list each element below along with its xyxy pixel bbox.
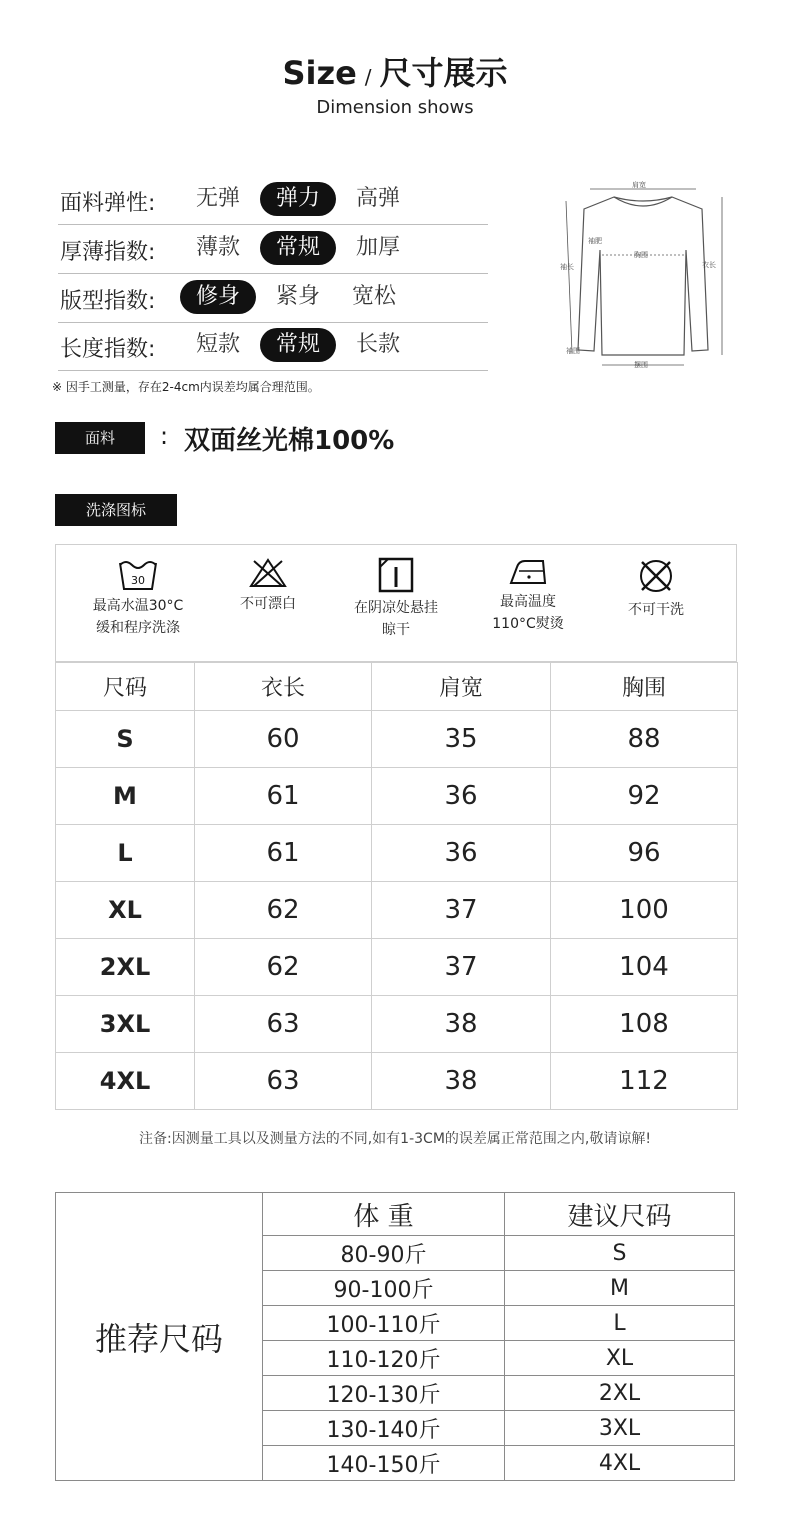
care-item-wash [78,557,198,639]
diagram-length-label: 衣长 [702,261,716,269]
property-option: 紧身 [275,284,320,309]
property-option: 薄款 [195,235,240,260]
measure-cell: 92 [551,768,738,825]
measure-cell: 63 [195,996,372,1053]
sleeve-measure-line [566,201,572,353]
size-cell: 3XL [56,996,195,1053]
size-cell: S [56,711,195,768]
care-icons-box [55,544,737,662]
measure-cell: 104 [551,939,738,996]
size-cell: M [56,768,195,825]
weight-cell: 110-120斤 [263,1341,505,1376]
measure-cell: 38 [372,996,551,1053]
fabric-tag: 面料 [55,422,145,454]
measure-cell: 88 [551,711,738,768]
measure-cell: 37 [372,939,551,996]
property-option: 宽松 [351,284,396,309]
care-text-line2: 110°C熨烫 [492,616,564,632]
header-size: 尺码 [56,663,195,711]
size-cell: 2XL [56,939,195,996]
property-option: 长款 [355,332,400,357]
suggested-size-cell: M [505,1271,735,1306]
measure-cell: 61 [195,825,372,882]
weight-cell: 100-110斤 [263,1306,505,1341]
suggested-size-cell: 2XL [505,1376,735,1411]
fabric-value: 双面丝光棉100% [184,426,395,456]
measure-cell: 112 [551,1053,738,1110]
suggested-size-cell: XL [505,1341,735,1376]
table-row [56,882,738,939]
property-option: 短款 [195,332,240,357]
size-table [55,662,738,1110]
measure-cell: 61 [195,768,372,825]
collar-line [614,197,672,201]
property-row [58,176,488,225]
property-option-selected: 常规 [260,328,336,362]
measure-cell: 63 [195,1053,372,1110]
care-text-line1: 最高温度 [500,594,556,610]
property-label: 长度指数: [60,337,156,362]
property-option-selected: 常规 [260,231,336,265]
diagram-shoulder-label: 肩宽 [632,181,646,189]
property-label: 版型指数: [60,289,156,314]
care-text-line2: 缓和程序洗涤 [96,620,180,636]
fabric-colon: : [160,422,169,450]
measure-cell: 60 [195,711,372,768]
suggested-size-cell: 4XL [505,1446,735,1481]
weight-cell: 120-130斤 [263,1376,505,1411]
footnote: 注备:因测量工具以及测量方法的不同,如有1-3CM的误差属正常范围之内,敬请谅解! [139,1131,651,1147]
iron-110-icon [507,557,549,587]
care-text-line1: 不可漂白 [240,596,296,612]
weight-cell: 90-100斤 [263,1271,505,1306]
measure-cell: 100 [551,882,738,939]
measure-cell: 36 [372,825,551,882]
size-table-header [56,663,738,711]
no-dry-clean-icon [636,557,676,595]
recommend-header-row [56,1193,735,1236]
size-cell: XL [56,882,195,939]
property-option-selected: 修身 [180,280,256,314]
shirt-outline [578,197,708,355]
care-text-line1: 最高水温30°C [92,598,184,614]
page-title [0,48,790,94]
recommend-table [55,1192,735,1481]
table-row [56,711,738,768]
measure-cell: 62 [195,882,372,939]
care-item-bleach [218,557,318,615]
weight-cell: 140-150斤 [263,1446,505,1481]
diagram-hem-label: 摆围 [634,361,648,369]
diagram-chest-label: 胸围 [634,251,648,259]
table-row [56,768,738,825]
wash-tag: 洗涤图标 [55,494,177,526]
property-option: 无弹 [195,186,240,211]
weight-cell: 80-90斤 [263,1236,505,1271]
measure-cell: 36 [372,768,551,825]
property-row [58,322,488,371]
page-subtitle: Dimension shows [316,97,474,118]
header-chest: 胸围 [551,663,738,711]
care-text-line1: 在阴凉处悬挂 [354,600,438,616]
header-suggested-size: 建议尺码 [505,1193,735,1236]
property-option: 高弹 [355,186,400,211]
suggested-size-cell: 3XL [505,1411,735,1446]
table-row [56,1053,738,1110]
diagram-cuff-label: 袖围 [566,347,580,355]
wash-30-icon [118,557,158,591]
property-label: 厚薄指数: [60,240,156,265]
property-label: 面料弹性: [60,191,156,216]
measure-note: ※ 因手工测量，存在2-4cm内误差均属合理范围。 [52,380,320,394]
table-row [56,939,738,996]
care-text-line1: 不可干洗 [628,602,684,618]
care-text-line2: 晾干 [382,622,410,638]
header-length: 衣长 [195,663,372,711]
size-cell: L [56,825,195,882]
care-item-dry [336,557,456,641]
table-row [56,996,738,1053]
weight-cell: 130-140斤 [263,1411,505,1446]
measure-cell: 37 [372,882,551,939]
title-cn: 尺寸展示 [379,54,508,92]
suggested-size-cell: L [505,1306,735,1341]
property-row [58,225,488,274]
title-separator: / [364,65,372,89]
diagram-armhole-label: 袖肥 [588,237,602,245]
suggested-size-cell: S [505,1236,735,1271]
header-weight: 体 重 [263,1193,505,1236]
line-dry-shade-icon [378,557,414,593]
diagram-sleeve-label: 袖长 [560,263,574,271]
title-en: Size [282,54,357,92]
care-item-iron [468,557,588,635]
measure-cell: 62 [195,939,372,996]
property-option: 加厚 [355,235,400,260]
wash-temp-text: 30 [131,574,145,587]
care-item-dryclean [596,557,716,621]
header-shoulder: 肩宽 [372,663,551,711]
table-row [56,825,738,882]
recommend-title: 推荐尺码 [56,1193,263,1481]
no-bleach-icon [248,557,288,589]
measure-cell: 35 [372,711,551,768]
property-row [58,274,488,323]
measure-cell: 38 [372,1053,551,1110]
garment-diagram [552,175,734,370]
measure-cell: 108 [551,996,738,1053]
measure-cell: 96 [551,825,738,882]
property-option-selected: 弹力 [260,182,336,216]
size-cell: 4XL [56,1053,195,1110]
